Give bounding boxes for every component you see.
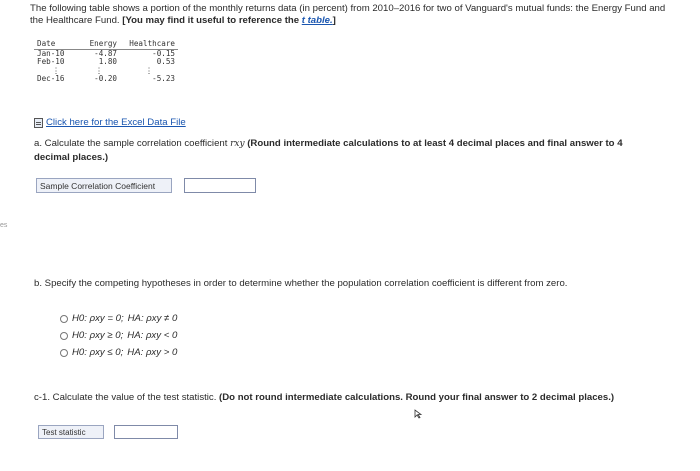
question-a-prefix: a. Calculate the sample correlation coefficient: [34, 138, 231, 149]
question-b: b. Specify the competing hypotheses in order to determine whether the population correlation coefficient is different from zero.: [34, 278, 568, 289]
test-statistic-row: [38, 425, 178, 439]
table-cell: ⋮: [145, 65, 153, 75]
hypothesis-option-1[interactable]: [60, 310, 177, 327]
test-statistic-input[interactable]: [114, 425, 178, 439]
correlation-label: Sample Correlation Coefficient: [36, 178, 172, 193]
option-ha: HA: ρxy > 0: [127, 347, 178, 358]
option-h0: H0: ρxy = 0;: [72, 313, 124, 324]
question-c1-instructions: (Do not round intermediate calculations. Round your final answer to 2 decimal places.): [219, 392, 615, 403]
table-row: [34, 75, 178, 84]
col-header-healthcare: Healthcare: [120, 40, 178, 49]
test-statistic-label: Test statistic: [38, 425, 104, 439]
table-cell: Jan-10: [37, 48, 65, 58]
intro-body: The following table shows a portion of the monthly returns data (in percent) from 2010–2016 for two of Vanguard's mutual funds: the Energy Fund and the Healthcare Fund.: [30, 3, 666, 26]
hint-prefix: [You may find it useful to reference the: [122, 15, 302, 26]
correlation-answer-row: [36, 178, 256, 193]
option-ha: HA: ρxy ≠ 0: [127, 313, 178, 324]
correlation-input[interactable]: [184, 178, 256, 193]
table-cell: -4.87: [94, 48, 117, 58]
hypothesis-option-2[interactable]: [60, 327, 177, 344]
hint-suffix: ]: [332, 15, 336, 26]
table-cell: Feb-10: [37, 57, 65, 66]
question-c1-prefix: c-1. Calculate the value of the test statistic.: [34, 392, 220, 403]
question-a: [34, 137, 654, 164]
radio-button[interactable]: [60, 315, 68, 323]
col-header-energy: Energy: [78, 40, 120, 49]
table-cell: Dec-16: [37, 74, 65, 83]
intro-hint: [122, 15, 336, 26]
question-c1: [34, 392, 614, 403]
table-header-row: [34, 40, 178, 49]
option-h0: H0: ρxy ≥ 0;: [72, 330, 124, 341]
option-ha: HA: ρxy < 0: [127, 330, 178, 341]
side-mark: es: [0, 222, 8, 229]
col-header-date: Date: [34, 40, 78, 49]
table-cell: ⋮: [95, 65, 103, 75]
table-cell: -0.20: [94, 74, 117, 83]
excel-file-link-text[interactable]: Click here for the Excel Data File: [46, 117, 186, 128]
hypothesis-options: [60, 310, 177, 361]
table-cell: -0.15: [152, 48, 175, 58]
rxy-symbol: rxy: [230, 139, 245, 149]
table-cell: 0.53: [156, 57, 175, 66]
t-table-link[interactable]: t table.: [301, 15, 333, 26]
intro-text: [30, 3, 670, 27]
table-cell: 1.80: [98, 57, 117, 66]
question-a-instructions: (Round intermediate calculations to at least 4 decimal places and final answer to 4 decimal places.): [34, 138, 623, 163]
option-h0: H0: ρxy ≤ 0;: [72, 347, 124, 358]
table-cell: ⋮: [52, 65, 60, 75]
file-icon: [34, 118, 43, 128]
radio-button[interactable]: [60, 349, 68, 357]
table-cell: -5.23: [152, 74, 175, 83]
radio-button[interactable]: [60, 332, 68, 340]
returns-table: [34, 40, 178, 84]
hypothesis-option-3[interactable]: [60, 344, 177, 361]
mouse-cursor-icon: [414, 409, 423, 419]
excel-file-link[interactable]: [34, 117, 186, 128]
